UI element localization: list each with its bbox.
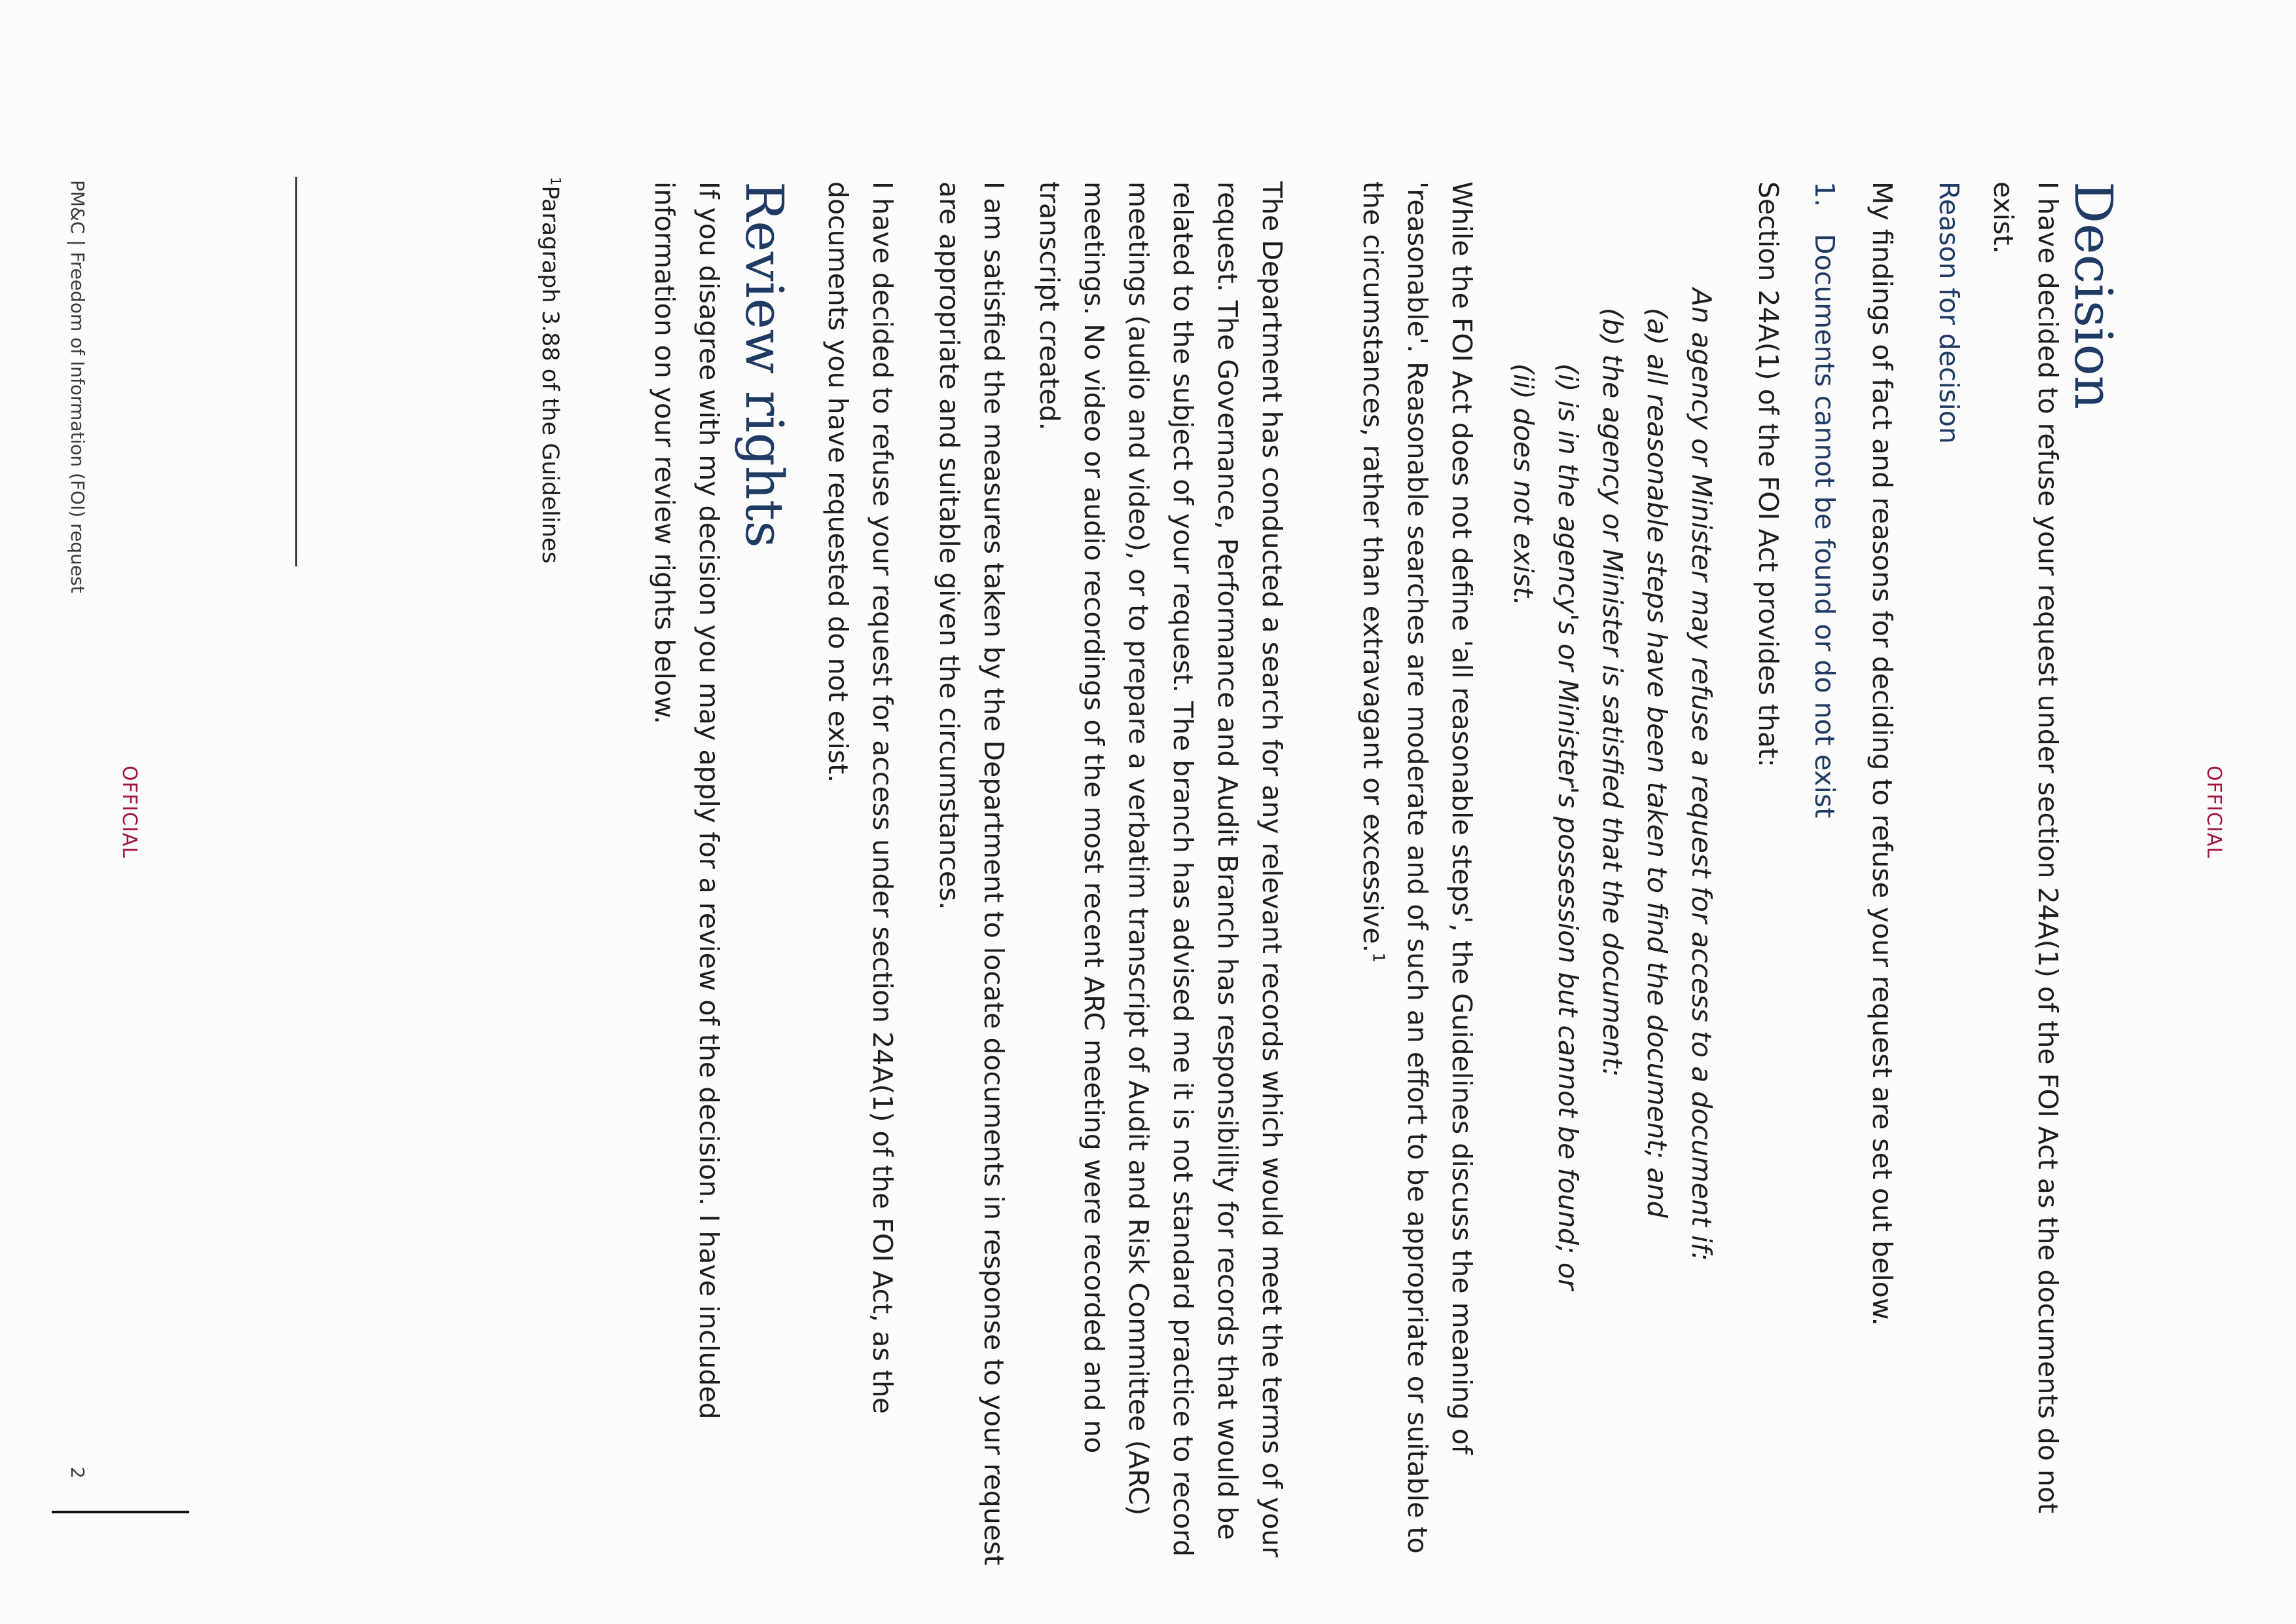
text-line: information on your review rights below. (649, 181, 680, 724)
footnote (537, 177, 564, 564)
quote-item-b: (b) the agency or Minister is satisfied that the document: (1597, 308, 1628, 1077)
text-line: I am satisfied the measures taken by the Department to locate documents in response to your request (978, 181, 1010, 1566)
refuse-paragraph (816, 181, 905, 1624)
quote-item-b-ii: (ii) does not exist. (1508, 363, 1539, 606)
text-line: exist. (1988, 181, 2019, 254)
quote-item-a: (a) all reasonable steps have been taken to find the document; and (1641, 308, 1673, 1218)
finding-heading (1811, 181, 1838, 818)
review-rights-heading: Review rights (734, 181, 795, 548)
margin-mark (52, 1511, 189, 1513)
decision-text (1981, 181, 2070, 1624)
security-classification-footer: OFFICIAL (118, 765, 141, 858)
footnote-reference: 1 (1369, 952, 1389, 963)
page-number: 2 (67, 1467, 88, 1479)
finding-title: Documents cannot be found or do not exist (1809, 234, 1840, 819)
reason-heading: Reason for decision (1933, 181, 1965, 444)
text-line: 'reasonable'. Reasonable searches are moderate and of such an effort to be appropriate or suitable to (1402, 181, 1433, 1554)
footnote-divider (295, 177, 297, 566)
guidelines-paragraph (1351, 181, 1484, 1624)
footer-document-title: PM&C | Freedom of Information (FOI) request (67, 180, 88, 593)
footnote-marker: 1 (547, 177, 564, 186)
footnote-text: Paragraph 3.88 of the Guidelines (537, 185, 563, 564)
text-line: are appropriate and suitable given the circumstances. (934, 181, 965, 910)
text-line-content: the circumstances, rather than extravagant or excessive. (1357, 181, 1389, 953)
finding-number: 1. (1809, 181, 1840, 208)
text-line: While the FOI Act does not define 'all reasonable steps', the Guidelines discuss the meaning of (1446, 181, 1478, 1454)
text-line: The Department has conducted a search for any relevant records which would meet the terms of your (1256, 181, 1288, 1558)
text-line: request. The Governance, Performance and Audit Branch has responsibility for records that would be (1212, 181, 1243, 1540)
text-line: documents you have requested do not exist. (822, 181, 854, 783)
search-paragraph (1027, 181, 1294, 1624)
section-intro: Section 24A(1) of the FOI Act provides that: (1753, 181, 1784, 767)
security-classification-header: OFFICIAL (2202, 765, 2225, 858)
satisfied-paragraph (927, 181, 1016, 1624)
text-line: meetings. No video or audio recordings of the most recent ARC meeting were recorded and no (1078, 181, 1110, 1454)
quote-lead: An agency or Minister may refuse a request for access to a document if: (1686, 288, 1717, 1261)
text-line (1351, 181, 1395, 1624)
quote-item-b-i: (i) is in the agency's or Minister's possession but cannot be found; or (1552, 363, 1584, 1290)
reason-intro: My findings of fact and reasons for deciding to refuse your request are set out below. (1867, 181, 1898, 1326)
text-line: I have decided to refuse your request for access under section 24A(1) of the FOI Act, as the (867, 181, 898, 1414)
text-line: If you disagree with my decision you may apply for a review of the decision. I have included (693, 181, 725, 1420)
text-line: related to the subject of your request. The branch has advised me it is not standard practice to record (1167, 181, 1199, 1557)
text-line: meetings (audio and video), or to prepare a verbatim transcript of Audit and Risk Committee (ARC) (1123, 181, 1154, 1516)
text-line: transcript created. (1034, 181, 1065, 431)
decision-heading: Decision (2063, 181, 2124, 410)
text-line: I have decided to refuse your request under section 24A(1) of the FOI Act as the documents do not (2032, 181, 2064, 1514)
review-rights-text (642, 181, 731, 1624)
